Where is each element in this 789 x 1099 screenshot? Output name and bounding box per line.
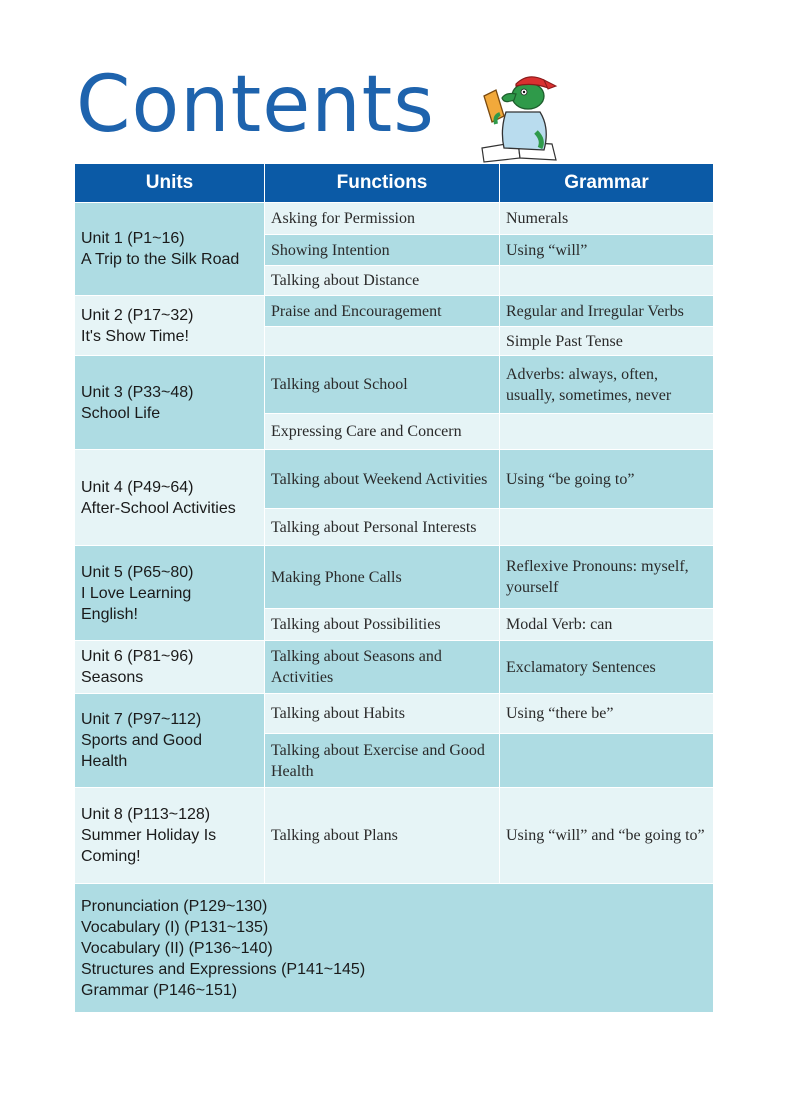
unit-cell (75, 694, 264, 787)
grammar-cell: Using “will” (500, 235, 713, 265)
grammar-cell (500, 734, 713, 787)
function-cell: Talking about Personal Interests (265, 509, 499, 545)
unit-pages: Unit 1 (P1~16) (81, 230, 185, 247)
unit-name: School Life (81, 404, 161, 422)
grammar-cell: Adverbs: always, often, usually, sometimes, never (500, 356, 713, 413)
function-cell: Talking about Possibilities (265, 609, 499, 640)
unit-cell (75, 788, 264, 883)
unit-pages: Unit 3 (P33~48) (81, 383, 194, 401)
grammar-cell: Regular and Irregular Verbs (500, 296, 713, 326)
function-cell: Talking about Exercise and Good Health (265, 734, 499, 787)
unit-name: It's Show Time! (81, 327, 189, 345)
unit-pages: Unit 4 (P49~64) (81, 478, 194, 496)
appendix-item: Structures and Expressions (P141~145) (81, 961, 366, 978)
unit-name: After-School Activities (81, 499, 236, 517)
function-cell: Talking about Plans (265, 788, 499, 883)
unit-name: A Trip to the Silk Road (81, 251, 240, 268)
grammar-cell: Modal Verb: can (500, 609, 713, 640)
function-cell: Talking about Habits (265, 694, 499, 733)
unit-cell (75, 296, 264, 355)
grammar-cell (500, 414, 713, 449)
function-cell: Talking about Weekend Activities (265, 450, 499, 508)
appendix-item: Vocabulary (I) (P131~135) (81, 919, 269, 936)
appendix-item: Vocabulary (II) (P136~140) (81, 940, 273, 957)
page-title: Contents (76, 60, 435, 150)
grammar-cell: Using “there be” (500, 694, 713, 733)
unit-cell (75, 203, 264, 295)
function-cell (265, 327, 499, 355)
function-cell: Making Phone Calls (265, 546, 499, 608)
header-units: Units (75, 164, 264, 202)
unit-name: Sports and Good Health (81, 732, 202, 770)
reading-crocodile-mascot (470, 70, 570, 165)
appendix-item: Pronunciation (P129~130) (81, 898, 268, 915)
grammar-cell (500, 509, 713, 545)
function-cell: Talking about School (265, 356, 499, 413)
unit-cell (75, 546, 264, 640)
grammar-cell: Reflexive Pronouns: myself, yourself (500, 546, 713, 608)
unit-name: Summer Holiday Is Coming! (81, 827, 217, 865)
appendix-section (75, 884, 713, 1012)
grammar-cell (500, 266, 713, 295)
unit-pages: Unit 6 (P81~96) (81, 648, 194, 665)
function-cell: Showing Intention (265, 235, 499, 265)
function-cell: Talking about Seasons and Activities (265, 641, 499, 693)
unit-cell (75, 356, 264, 449)
function-cell: Talking about Distance (265, 266, 499, 295)
function-cell: Expressing Care and Concern (265, 414, 499, 449)
unit-pages: Unit 8 (P113~128) (81, 806, 211, 823)
header-functions: Functions (265, 164, 499, 202)
unit-name: I Love Learning English! (81, 584, 192, 623)
grammar-cell: Using “be going to” (500, 450, 713, 508)
unit-cell (75, 450, 264, 545)
function-cell: Praise and Encouragement (265, 296, 499, 326)
grammar-cell: Exclamatory Sentences (500, 641, 713, 693)
unit-name: Seasons (81, 669, 144, 686)
appendix-item: Grammar (P146~151) (81, 982, 238, 999)
unit-pages: Unit 5 (P65~80) (81, 563, 194, 581)
function-cell: Asking for Permission (265, 203, 499, 234)
unit-pages: Unit 2 (P17~32) (81, 306, 194, 324)
grammar-cell: Simple Past Tense (500, 327, 713, 355)
grammar-cell: Numerals (500, 203, 713, 234)
unit-pages: Unit 7 (P97~112) (81, 711, 202, 728)
unit-cell (75, 641, 264, 693)
grammar-cell: Using “will” and “be going to” (500, 788, 713, 883)
header-grammar: Grammar (500, 164, 713, 202)
